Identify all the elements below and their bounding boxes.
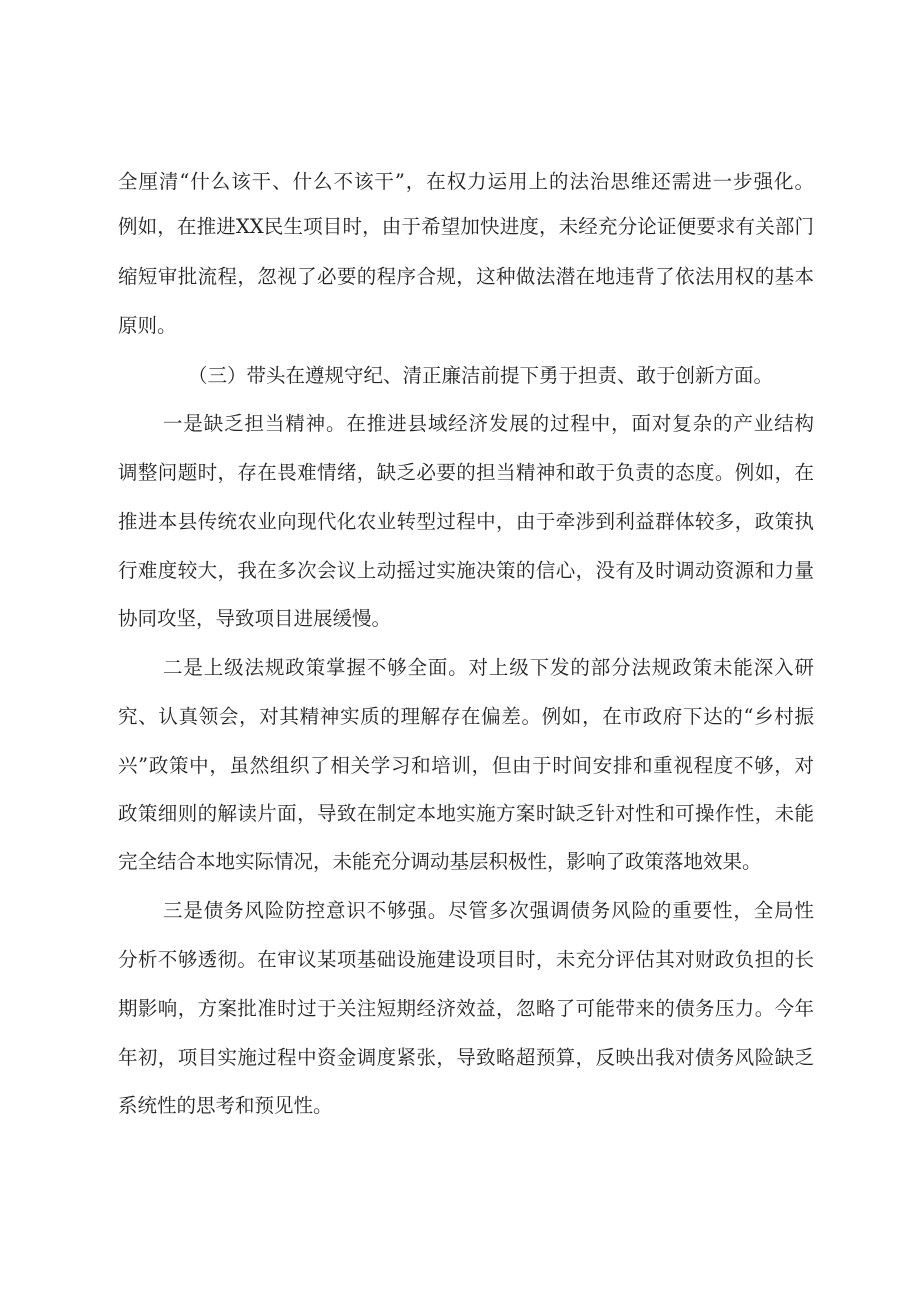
paragraph-4-line-4: 政策细则的解读片面，导致在制定本地实施方案时缺乏针对性和可操作性，未能: [118, 802, 814, 825]
section-heading: （三）带头在遵规守纪、清正廉洁前提下勇于担责、敢于创新方面。: [188, 364, 774, 387]
paragraph-3-line-3: 推进本县传统农业向现代化农业转型过程中，由于牵涉到利益群体较多，政策执: [118, 510, 814, 533]
paragraph-3-line-4: 行难度较大，我在多次会议上动摇过实施决策的信心，没有及时调动资源和力量: [118, 559, 814, 582]
paragraph-1-line-2: 例如，在推进XX民生项目时，由于希望加快进度，未经充分论证便要求有关部门: [118, 215, 814, 238]
paragraph-5-line-1: 三是债务风险防控意识不够强。尽管多次强调债务风险的重要性，全局性: [163, 899, 814, 922]
paragraph-4-line-3: 兴”政策中，虽然组织了相关学习和培训，但由于时间安排和重视程度不够，对: [118, 754, 814, 777]
paragraph-3-line-2: 调整问题时，存在畏难情绪，缺乏必要的担当精神和敢于负责的态度。例如，在: [118, 461, 814, 484]
paragraph-5-line-2: 分析不够透彻。在审议某项基础设施建设项目时，未充分评估其对财政负担的长: [118, 948, 814, 971]
paragraph-3-line-5: 协同攻坚，导致项目进展缓慢。: [118, 607, 392, 630]
paragraph-1-line-1: 全厘清“什么该干、什么不该干”，在权力运用上的法治思维还需进一步强化。: [118, 170, 814, 193]
paragraph-1-line-4: 原则。: [118, 314, 177, 337]
paragraph-5-line-4: 年初，项目实施过程中资金调度紧张，导致略超预算，反映出我对债务风险缺乏: [118, 1046, 814, 1069]
paragraph-4-line-2: 究、认真领会，对其精神实质的理解存在偏差。例如，在市政府下达的“乡村振: [118, 705, 814, 728]
paragraph-1-line-3: 缩短审批流程，忽视了必要的程序合规，这种做法潜在地违背了依法用权的基本: [118, 265, 814, 288]
paragraph-4-line-1: 二是上级法规政策掌握不够全面。对上级下发的部分法规政策未能深入研: [163, 656, 814, 679]
paragraph-4-line-5: 完全结合本地实际情况，未能充分调动基层积极性，影响了政策落地效果。: [118, 850, 762, 873]
paragraph-5-line-3: 期影响，方案批准时过于关注短期经济效益，忽略了可能带来的债务压力。今年: [118, 997, 814, 1020]
paragraph-5-line-5: 系统性的思考和预见性。: [118, 1094, 333, 1117]
paragraph-3-line-1: 一是缺乏担当精神。在推进县域经济发展的过程中，面对复杂的产业结构: [163, 412, 814, 435]
